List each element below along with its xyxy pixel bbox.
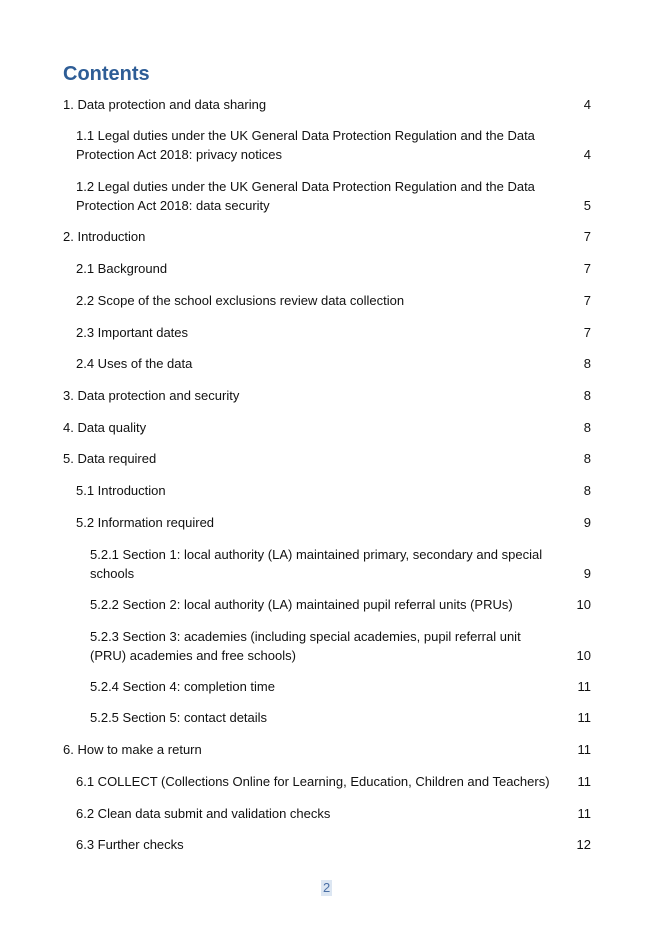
toc-entry-text: 6.1 COLLECT (Collections Online for Learning, Education, Children and Teachers) — [76, 774, 550, 789]
toc-entry-5-2-3[interactable] — [90, 627, 591, 665]
toc-entry-page: 9 — [583, 515, 591, 530]
toc-entry-2[interactable] — [63, 227, 591, 246]
toc-entry-6-2[interactable] — [76, 804, 591, 823]
page-number: 2 — [323, 880, 331, 895]
toc-entry-page: 8 — [583, 388, 591, 403]
toc-entry-text: 2.2 Scope of the school exclusions review data collection — [76, 293, 405, 308]
toc-entry-6-1[interactable] — [76, 772, 591, 791]
toc-entry-page: 4 — [583, 97, 591, 112]
toc-entry-text: 3. Data protection and security — [63, 388, 240, 403]
toc-entry-page: 4 — [583, 147, 591, 162]
toc-entry-2-4[interactable] — [76, 354, 591, 373]
toc-entry-page: 7 — [583, 293, 591, 308]
toc-entry-page: 8 — [583, 451, 591, 466]
toc-entry-1-2[interactable] — [76, 177, 591, 215]
toc-entry-page: 8 — [583, 420, 591, 435]
toc-entry-text: 5.1 Introduction — [76, 483, 166, 498]
toc-entry-5-1[interactable] — [76, 481, 591, 500]
toc-entry-page: 10 — [576, 648, 591, 663]
toc-entry-4[interactable] — [63, 418, 591, 437]
toc-entry-text: 5. Data required — [63, 451, 157, 466]
toc-entry-text: 1.1 Legal duties under the UK General Data Protection Regulation and the Data Protection Act 2018: privacy notices — [76, 128, 535, 162]
toc-entry-page: 11 — [577, 806, 591, 821]
toc-entry-5-2-5[interactable] — [90, 708, 591, 727]
toc-entry-1-1[interactable] — [76, 126, 591, 164]
toc-entry-page: 7 — [583, 325, 591, 340]
toc-entry-text: 1.2 Legal duties under the UK General Data Protection Regulation and the Data Protection Act 2018: data security — [76, 179, 535, 213]
toc-entry-text: 6.3 Further checks — [76, 837, 184, 852]
toc-entry-page: 11 — [577, 710, 591, 725]
toc-entry-page: 7 — [583, 261, 591, 276]
toc-entry-3[interactable] — [63, 386, 591, 405]
toc-entry-text: 5.2.1 Section 1: local authority (LA) maintained primary, secondary and special schools — [90, 547, 543, 581]
toc-entry-page: 5 — [583, 198, 591, 213]
toc-entry-page: 10 — [576, 597, 591, 612]
toc-entry-text: 6.2 Clean data submit and validation checks — [76, 806, 331, 821]
toc-entry-text: 2.3 Important dates — [76, 325, 189, 340]
toc-entry-1[interactable] — [63, 95, 591, 114]
toc-entry-5-2-1[interactable] — [90, 545, 591, 583]
toc-entry-5-2-2[interactable] — [90, 595, 591, 614]
toc-entry-text: 6. How to make a return — [63, 742, 202, 757]
toc-entry-5-2[interactable] — [76, 513, 591, 532]
toc-entry-page: 11 — [577, 742, 591, 757]
toc-entry-2-3[interactable] — [76, 323, 591, 342]
toc-entry-page: 8 — [583, 483, 591, 498]
toc-entry-text: 2.1 Background — [76, 261, 168, 276]
toc-entry-6-3[interactable] — [76, 835, 591, 854]
toc-entry-text: 5.2.4 Section 4: completion time — [90, 679, 275, 694]
toc-entry-page: 8 — [583, 356, 591, 371]
toc-entry-text: 5.2.2 Section 2: local authority (LA) maintained pupil referral units (PRUs) — [90, 597, 513, 612]
toc-entry-5[interactable] — [63, 449, 591, 468]
toc-entry-page: 11 — [577, 679, 591, 694]
toc-entry-page: 7 — [583, 229, 591, 244]
contents-heading: Contents — [63, 63, 150, 85]
toc-entry-2-1[interactable] — [76, 259, 591, 278]
toc-entry-6[interactable] — [63, 740, 591, 759]
toc-entry-text: 2. Introduction — [63, 229, 146, 244]
toc-entry-5-2-4[interactable] — [90, 677, 591, 696]
toc-entry-page: 9 — [583, 566, 591, 581]
toc-entry-text: 1. Data protection and data sharing — [63, 97, 267, 112]
toc-entry-text: 4. Data quality — [63, 420, 147, 435]
toc-entry-text: 5.2.3 Section 3: academies (including special academies, pupil referral unit (PRU) academies and free schools) — [90, 629, 521, 663]
toc-entry-text: 5.2 Information required — [76, 515, 215, 530]
toc-entry-2-2[interactable] — [76, 291, 591, 310]
toc-entry-text: 5.2.5 Section 5: contact details — [90, 710, 268, 725]
toc-entry-page: 11 — [577, 774, 591, 789]
toc-entry-page: 12 — [576, 837, 591, 852]
toc-entry-text: 2.4 Uses of the data — [76, 356, 193, 371]
